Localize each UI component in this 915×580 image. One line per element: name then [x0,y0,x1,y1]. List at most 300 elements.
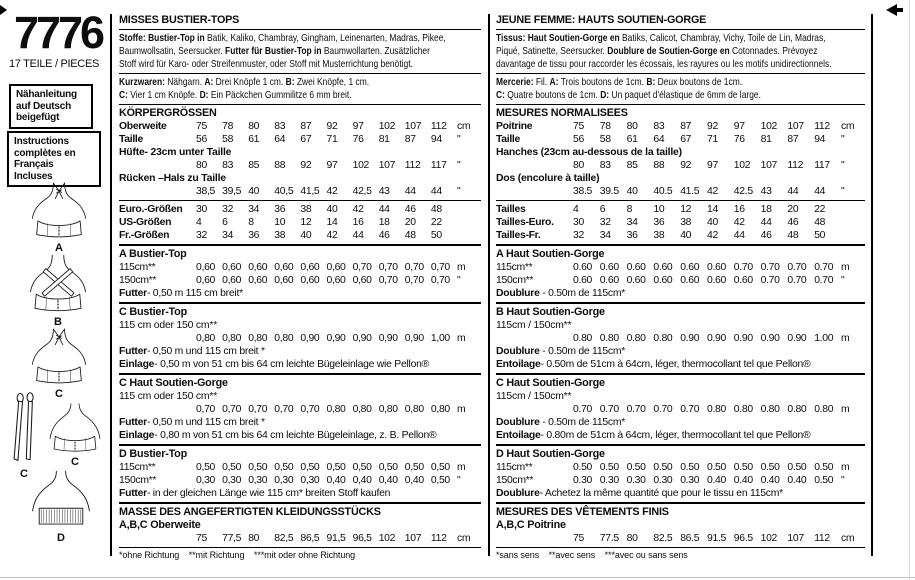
value-cell: 4 [196,217,202,228]
divider-rule [496,502,865,504]
row-150cm [496,474,865,487]
value-cell: 75 [573,121,584,132]
value-cell: 36 [274,204,286,215]
value-cell: 82,5 [274,533,294,544]
value-cell: 32 [222,204,234,215]
value-cell: 0,40 [378,475,398,486]
value-cell: 38 [300,204,312,215]
value-cell: 102 [352,160,370,171]
value-cell: 0.50 [653,462,673,473]
value-cell: 76 [733,134,745,145]
value-cell: 107 [787,121,804,132]
value-cell: 16 [733,204,745,215]
value-cell: 0.30 [573,475,593,486]
view-d-illustration [24,466,98,544]
value-cell: 0.60 [626,275,646,286]
label-dos-encolure-taille: Dos (encolure à taille) [496,173,600,184]
row-label: Tailles-Fr. [496,230,541,241]
value-cell: 44 [430,186,442,197]
value-cell: 112 [404,160,421,171]
value-cell: 0,90 [352,333,372,344]
label-115-cm-oder-150-cm: 115 cm oder 150 cm** [119,320,218,331]
value-cell: 0.60 [680,275,700,286]
row-taille [496,133,865,146]
value-cell: 0,70 [404,275,424,286]
value-cell: 0.80 [573,333,593,344]
value-cell: 0,60 [248,275,268,286]
text-segment: Stoffe: Bustier-Top in [119,33,208,44]
value-cell: 0.50 [706,462,727,473]
value-cell: 0.70 [787,262,807,273]
value-cell: 40 [248,186,260,197]
text-segment: Doublure [496,346,543,357]
text-segment: Trois boutons de 1cm. [560,77,647,88]
heading-misses-bustier-tops: MISSES BUSTIER-TOPS [119,14,240,26]
unit-cell [841,229,865,242]
row-label: Fr.-Größen [119,230,170,241]
value-cell: 94 [814,134,826,145]
value-cell: 0,70 [378,275,398,286]
row-label [496,332,573,345]
text-segment: Quatre boutons de 1cm. [507,90,601,101]
text-segment: D: [199,90,211,101]
value-cell: 0.70 [653,404,673,415]
value-cell: 44 [733,230,745,241]
value-cell: 94 [430,134,442,145]
value-cell: 40 [680,230,692,241]
paragraph-line [496,76,865,89]
value-cell: 0.90 [787,333,807,344]
unit-cell: " [457,275,461,286]
row-150cm [119,274,481,287]
divider-rule [119,373,481,375]
value-cell: 0.80 [733,404,753,415]
view-a-label: A [55,242,63,254]
text-segment: C: [119,90,131,101]
value-cell: 80 [573,160,584,171]
row-label: US-Größen [119,217,172,228]
note-doublure [496,287,865,300]
divider-rule [496,444,865,446]
value-cell: 0,30 [248,475,268,486]
view-d-label: D [57,532,65,544]
value-cell: 87 [404,134,416,145]
french-column [496,14,865,560]
value-cell: 0,70 [404,262,424,273]
value-cell: 0.70 [787,275,807,286]
heading-c-haut-soutien-gorge: C Haut Soutien-Gorge [119,377,228,389]
text-segment: Futter [119,417,147,428]
registration-arrow-left-icon [0,5,7,15]
value-cell: 0,70 [430,275,450,286]
view-b-illustration [18,252,98,328]
value-cell: 41,5 [300,186,320,197]
value-cell: 14 [326,217,338,228]
value-cell: 0.70 [814,275,834,286]
value-cell: 107 [378,160,396,171]
value-cell: 50 [430,230,442,241]
value-cell: 75 [573,533,584,544]
note-einlage [119,358,481,371]
text-segment: - 0.80m de 51cm à 64cm, léger, thermocollant tel que Pellon® [540,430,811,441]
value-cell: 0,50 [222,462,242,473]
value-cell: 32 [196,230,207,241]
value-cell: 0,80 [274,333,294,344]
value-cell: 0,40 [404,475,424,486]
divider-rule [119,302,481,304]
unit-cell [841,216,865,229]
value-cell: 0.80 [626,333,646,344]
value-cell: 97 [706,160,718,171]
values-row [119,332,481,345]
unit-cell: " [457,160,461,171]
text-segment: Ein Päckchen Gummilitze 6 mm breit. [210,90,352,101]
value-cell: 61 [248,134,260,145]
value-cell: 46 [760,230,772,241]
value-cell: 0,60 [352,275,372,286]
value-cell: 0,90 [326,333,346,344]
value-cell: 0.40 [787,475,807,486]
row-label [496,159,573,172]
row-euro-gr-en [119,203,481,216]
row-label [119,185,196,198]
unit-cell: " [840,475,845,486]
text-segment: Batik, Kaliko, Chambray, Gingham, Leinenarten, Madras, Pikee, [207,33,446,44]
value-cell: 0,30 [222,475,242,486]
view-c-strapless-drawing [45,398,105,456]
value-cell: 42 [706,230,718,241]
value-cell: 80 [626,121,638,132]
value-cell: 48 [430,204,442,215]
value-cell: 0,90 [378,333,398,344]
text-segment: D: [600,90,612,101]
value-cell: 0.40 [760,475,780,486]
value-cell: 85 [248,160,260,171]
divider-rule [496,200,865,201]
value-cell: 0,50 [248,462,268,473]
value-cell: 0,50 [378,462,398,473]
text-segment: - 0.50m de 115cm* [542,288,626,299]
value-cell: 34 [599,230,611,241]
value-cell: 22 [814,204,826,215]
unit-cell [457,203,481,216]
note-futter [119,287,481,300]
label-hanches-23cm-au-dessous-de-la-tail: Hanches (23cm au-dessous de la taille) [496,147,682,158]
value-cell: 0.80 [787,404,807,415]
footnote: *sans sens **avec sens ***avec ou sans sens [496,550,688,560]
view-c-straps-label: C [20,468,28,480]
value-cell: 0,50 [404,462,424,473]
unit-cell: m [457,462,466,473]
view-b-label: B [54,316,62,328]
value-cell: 10 [653,204,665,215]
value-cell: 38.5 [573,186,593,197]
values-row [119,532,481,545]
value-cell: 0.50 [599,462,619,473]
view-c-strapless-label: C [71,456,79,468]
value-cell: 18 [760,204,772,215]
unit-cell: cm [457,533,471,544]
row-150cm [119,474,481,487]
value-cell: 12 [300,217,312,228]
values-row [496,185,865,198]
unit-cell: m [457,333,466,344]
unit-cell: m [840,404,850,415]
value-cell: 64 [653,134,665,145]
text-segment: - 0.50m de 115cm* [542,346,626,357]
row-label: 115cm** [496,462,533,473]
text-segment: Deux boutons de 1cm. [657,77,743,88]
text-segment: Futter [119,288,147,299]
text-segment: B: [285,77,297,88]
view-a-drawing [21,180,97,242]
unit-cell [457,216,481,229]
value-cell: 91,5 [326,533,346,544]
value-cell: 22 [430,217,442,228]
row-label: Euro.-Größen [119,204,183,215]
row-label: Oberweite [119,121,167,132]
value-cell: 0,50 [430,462,450,473]
paragraph-line [119,45,481,58]
value-cell: 80 [626,533,638,544]
value-cell: 0,80 [378,404,398,415]
value-cell: 30 [196,204,207,215]
unit-cell [457,229,481,242]
row-label: Poitrine [496,121,533,132]
value-cell: 42 [352,204,364,215]
value-cell: 82.5 [653,533,673,544]
value-cell: 76 [352,134,364,145]
value-cell: 77,5 [222,533,242,544]
view-c-strapless-illustration [44,398,106,468]
value-cell: 107 [787,533,804,544]
heading-jeune-femme-hauts-soutien-gorge: JEUNE FEMME: HAUTS SOUTIEN-GORGE [496,14,707,26]
heading-c-bustier-top: C Bustier-Top [119,306,187,318]
text-segment: Doublure [496,288,543,299]
text-segment: Piqué, Satinette, Seersucker. [496,46,608,57]
unit-cell [841,203,865,216]
value-cell: 86,5 [300,533,320,544]
value-cell: 112 [430,533,447,544]
value-cell: 0.60 [599,262,619,273]
row-label [496,403,573,416]
value-cell: 0.80 [706,404,727,415]
text-segment: Baumwollsatin, Seersucker. [119,46,226,57]
value-cell: 107 [404,533,422,544]
row-tailles-euro [496,216,865,229]
value-cell: 0,80 [430,404,450,415]
value-cell: 0,40 [326,475,346,486]
value-cell: 81 [760,134,772,145]
text-segment: Batiks, Calicot, Chambray, Vichy, Toile de Lin, Madras, [622,33,826,44]
value-cell: 56 [573,134,584,145]
values-row [496,332,865,345]
divider-rule [496,104,865,105]
value-cell: 87 [787,134,799,145]
value-cell: 0,80 [222,333,242,344]
row-150cm [496,274,865,287]
view-c-straps-drawing [7,392,41,468]
text-segment: Vier 1 cm Knöpfe. [130,90,200,101]
value-cell: 40 [326,204,338,215]
label-115cm-150cm: 115cm / 150cm** [496,320,572,331]
paragraph-mercerie [496,76,865,102]
value-cell: 0,60 [248,262,268,273]
value-cell: 0.80 [814,404,834,415]
value-cell: 83 [599,160,611,171]
value-cell: 34 [626,217,638,228]
note-entoilage [496,358,865,371]
value-cell: 87 [680,121,692,132]
value-cell: 0,60 [222,275,242,286]
value-cell: 0.50 [760,462,780,473]
value-cell: 36 [248,230,260,241]
value-cell: 30 [573,217,584,228]
view-b-drawing [19,252,97,316]
value-cell: 50 [814,230,826,241]
value-cell: 78 [599,121,611,132]
value-cell: 38 [274,230,286,241]
value-cell: 12 [680,204,692,215]
text-segment: A: [204,77,216,88]
heading-d-bustier-top: D Bustier-Top [119,448,187,460]
note-doublure [496,345,865,358]
unit-cell: m [840,333,850,344]
value-cell: 0,70 [222,404,242,415]
value-cell: 83 [222,160,234,171]
text-segment: - in der gleichen Länge wie 115 cm* breiten Stoff kaufen [146,488,391,499]
value-cell: 102 [733,160,751,171]
row-us-gr-en [119,216,481,229]
row-poitrine [496,120,865,133]
unit-cell: m [840,462,850,473]
value-cell: 0.70 [760,262,780,273]
text-segment: Un paquet d'élastique de 6mm de large. [611,90,761,101]
row-label: Taille [119,134,143,145]
value-cell: 4 [573,204,579,215]
value-cell: 0.60 [599,275,619,286]
text-segment: Futter für Bustier-Top in [225,46,324,57]
value-cell: 42 [326,186,338,197]
value-cell: 44 [814,186,826,197]
value-cell: 0,90 [404,333,424,344]
value-cell: 0.60 [680,262,700,273]
value-cell: 92 [680,160,692,171]
value-cell: 0.50 [733,462,753,473]
view-c-drawing [21,326,97,388]
value-cell: 0,50 [274,462,294,473]
value-cell: 34 [248,204,260,215]
value-cell: 107 [404,121,422,132]
value-cell: 0.90 [706,333,727,344]
value-cell: 0,70 [378,262,398,273]
paragraph-line [496,89,865,102]
heading-a-b-c-poitrine: A,B,C Poitrine [496,519,566,531]
values-row [496,532,865,545]
value-cell: 38 [653,230,665,241]
heading-mesures-normalisees: MESURES NORMALISEES [496,107,628,119]
value-cell: 0,80 [404,404,424,415]
value-cell: 92 [706,121,718,132]
unit-cell: cm [457,121,471,132]
value-cell: 0.60 [653,275,673,286]
value-cell: 48 [787,230,799,241]
row-label: Tailles-Euro. [496,217,554,228]
text-segment: Stoff wird für Karo- oder Streifenmuster, oder Stoff mit Musterrichtung benötigt. [119,59,413,70]
value-cell: 117 [430,160,447,171]
text-segment: - 0,50 m von 51 cm bis 64 cm leichte Bügeleinlage wie Pellon® [154,359,430,370]
value-cell: 0,90 [300,333,320,344]
value-cell: 58 [599,134,611,145]
value-cell: 64 [274,134,286,145]
note-einlage [119,429,481,442]
value-cell: 58 [222,134,234,145]
value-cell: 80 [248,533,260,544]
unit-cell: m [457,262,466,273]
scan-edge-right [909,0,910,580]
value-cell: 0,40 [352,475,372,486]
value-cell: 0,70 [430,262,450,273]
value-cell: 38 [680,217,692,228]
value-cell: 42.5 [733,186,753,197]
text-segment: Doublure [496,417,543,428]
value-cell: 0.50 [680,462,700,473]
value-cell: 86.5 [680,533,700,544]
value-cell: 0,60 [196,262,216,273]
row-label [496,185,573,198]
heading-a-bustier-top: A Bustier-Top [119,248,187,260]
text-segment: - 0,50 m 115 cm breit* [146,288,243,299]
value-cell: 97 [352,121,364,132]
unit-cell: " [840,186,845,197]
row-label: 115cm** [119,262,156,273]
value-cell: 75 [196,533,207,544]
text-segment: - 0.50m de 115cm* [542,417,626,428]
value-cell: 83 [274,121,286,132]
value-cell: 0.80 [653,333,673,344]
value-cell: 61 [626,134,638,145]
pattern-number: 7776 [13,7,103,58]
value-cell: 107 [760,160,778,171]
view-d-drawing [25,466,97,532]
divider-rule [496,302,865,304]
value-cell: 0,70 [248,404,268,415]
value-cell: 96.5 [733,533,753,544]
text-segment: Futter [119,488,147,499]
heading-d-haut-soutien-gorge: D Haut Soutien-Gorge [496,448,605,460]
value-cell: 0.40 [733,475,753,486]
value-cell: 38,5 [196,186,216,197]
value-cell: 75 [196,121,207,132]
text-segment: - 0.50m de 51cm à 64cm, léger, thermocollant tel que Pellon® [540,359,811,370]
view-c-illustration [20,326,98,400]
value-cell: 14 [706,204,718,215]
value-cell: 56 [196,134,207,145]
value-cell: 112 [814,121,830,132]
value-cell: 97 [326,160,338,171]
value-cell: 0,30 [300,475,320,486]
value-cell: 88 [653,160,665,171]
heading-a-haut-soutien-gorge: A Haut Soutien-Gorge [496,248,605,260]
values-row [496,159,865,172]
paragraph-tissus-haut-soutien-gorge-en [496,32,865,71]
text-segment: Einlage [119,359,155,370]
value-cell: 0.80 [760,404,780,415]
value-cell: 40 [626,186,638,197]
divider-left-column [110,14,112,556]
divider-rule [119,547,481,548]
value-cell: 0.30 [653,475,673,486]
